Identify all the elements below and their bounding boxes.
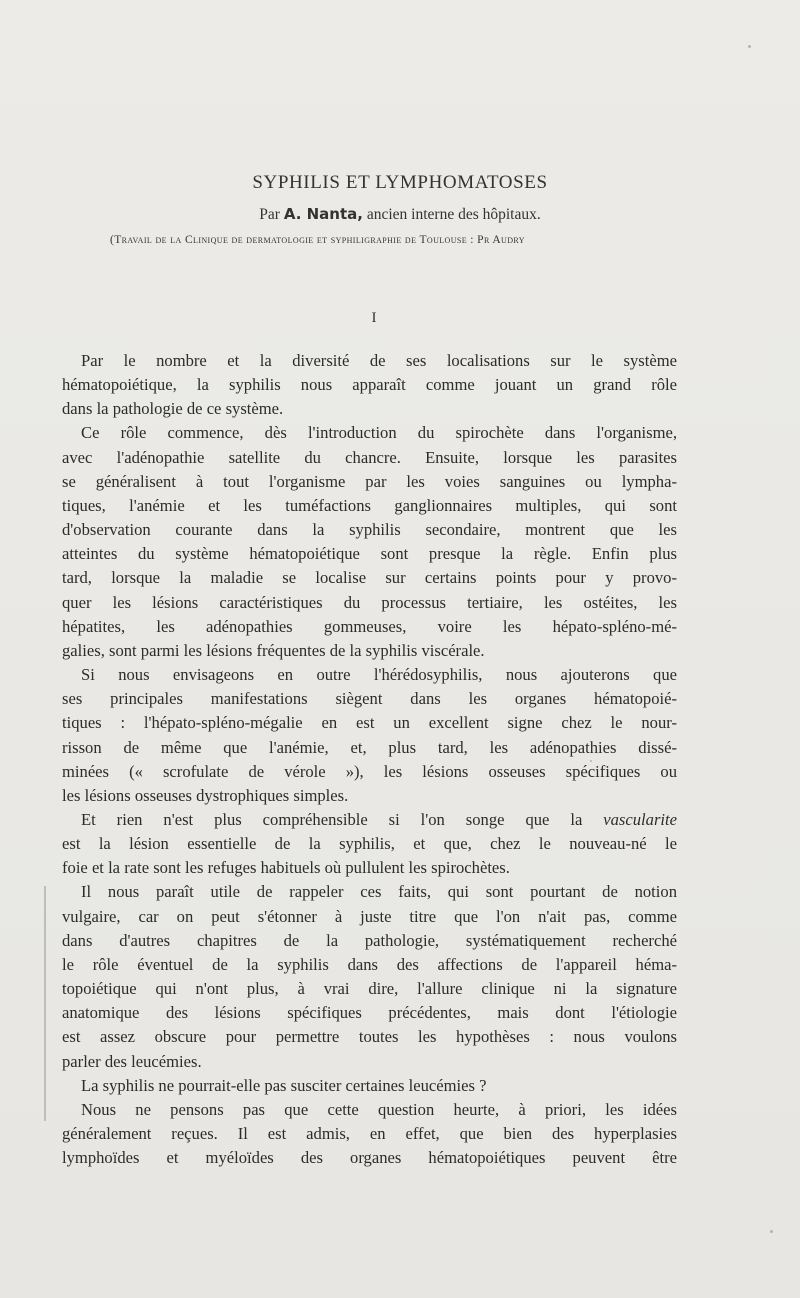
italic-term: vascularite [603, 809, 677, 829]
text-line: vulgaire, car on peut s'étonner à juste titre que l'on n'ait pas, comme [62, 906, 677, 926]
text-line: tiques : l'hépato-spléno-mégalie en est un excellent signe chez le nour- [62, 713, 677, 733]
text-line: minées (« scrofulate de vérole »), les lésions osseuses spécifiques ou [62, 761, 677, 781]
text-line: Nous ne pensons pas que cette question heurte, à priori, les idées [81, 1099, 677, 1119]
byline-suffix: ancien interne des hôpitaux. [366, 206, 541, 223]
text-line: Par le nombre et la diversité de ses localisations sur le système [81, 351, 677, 370]
text-line: foie et la rate sont les refuges habituels où pullulent les spirochètes. [62, 858, 510, 878]
paper-speck [590, 760, 592, 762]
text-line: risson de même que l'anémie, et, plus tard, les adénopathies dissé- [62, 737, 677, 757]
text-line: ses principales manifestations siègent dans les organes hématopoié- [62, 689, 677, 709]
author-name: A. Nanta, [283, 205, 363, 223]
body-text [62, 349, 677, 1170]
text-line: hépatites, les adénopathies gommeuses, voire les hépato-spléno-mé- [62, 616, 677, 636]
text-line: Il nous paraît utile de rappeler ces faits, qui sont pourtant de notion [81, 882, 677, 902]
text-line: galies, sont parmi les lésions fréquentes de la syphilis viscérale. [62, 640, 485, 660]
text-line: est la lésion essentielle de la syphilis, et que, chez le nouveau-né le [62, 834, 677, 854]
text-line: anatomique des lésions spécifiques précédentes, mais dont l'étiologie [62, 1003, 677, 1023]
text-line: quer les lésions caractéristiques du processus tertiaire, les ostéites, les [62, 592, 677, 612]
text-line: tard, lorsque la maladie se localise sur certains points pour y provo- [62, 568, 677, 588]
article-title: SYPHILIS ET LYMPHOMATOSES [252, 172, 548, 193]
text-line-with-italic [62, 808, 677, 832]
text-line: dans la pathologie de ce système. [62, 399, 284, 419]
section-numeral: I [371, 310, 377, 326]
text-line: est assez obscure pour permettre toutes les hypothèses : nous voulons [62, 1027, 677, 1047]
text-line: se généralisent à tout l'organisme par les voies sanguines ou lympha- [62, 471, 677, 491]
text-line: le rôle éventuel de la syphilis dans des affections de l'appareil héma- [62, 954, 677, 974]
text-line: topoiétique qui n'ont plus, à vrai dire, l'allure clinique ni la signature [62, 979, 677, 999]
text-line: les lésions osseuses dystrophiques simples. [62, 785, 349, 805]
text-line: d'observation courante dans la syphilis secondaire, montrent que les [62, 520, 677, 540]
paper-speck [770, 1230, 773, 1233]
text-line: Si nous envisageons en outre l'hérédosyphilis, nous ajouterons que [81, 665, 677, 685]
text-line: généralement reçues. Il est admis, en effet, que bien des hyperplasies [62, 1124, 677, 1143]
text-line: tiques, l'anémie et les tuméfactions ganglionnaires multiples, qui sont [62, 495, 677, 515]
text-line: parler des leucémies. [62, 1051, 202, 1071]
text-line: avec l'adénopathie satellite du chancre. Ensuite, lorsque les parasites [62, 447, 677, 467]
text-line: Ce rôle commence, dès l'introduction du spirochète dans l'organisme, [81, 423, 677, 443]
text-line: dans d'autres chapitres de la pathologie, systématiquement recherché [62, 930, 677, 950]
byline [0, 205, 800, 224]
margin-pencil-line [44, 886, 46, 1121]
text-line: atteintes du système hématopoiétique sont presque la règle. Enfin plus [62, 544, 677, 564]
text-line: hématopoiétique, la syphilis nous apparaît comme jouant un grand rôle [62, 375, 677, 395]
text-line: lymphoïdes et myéloïdes des organes hématopoiétiques peuvent être [62, 1148, 677, 1168]
text-line: La syphilis ne pourrait-elle pas susciter certaines leucémies ? [81, 1075, 487, 1095]
affiliation: (Travail de la Clinique de dermatologie et syphiligraphie de Toulouse : Pr Audry [110, 234, 525, 246]
byline-prefix: Par [259, 206, 280, 223]
paper-speck [748, 45, 751, 48]
text-fragment: Et rien n'est plus compréhensible si l'on songe que la [81, 809, 583, 829]
